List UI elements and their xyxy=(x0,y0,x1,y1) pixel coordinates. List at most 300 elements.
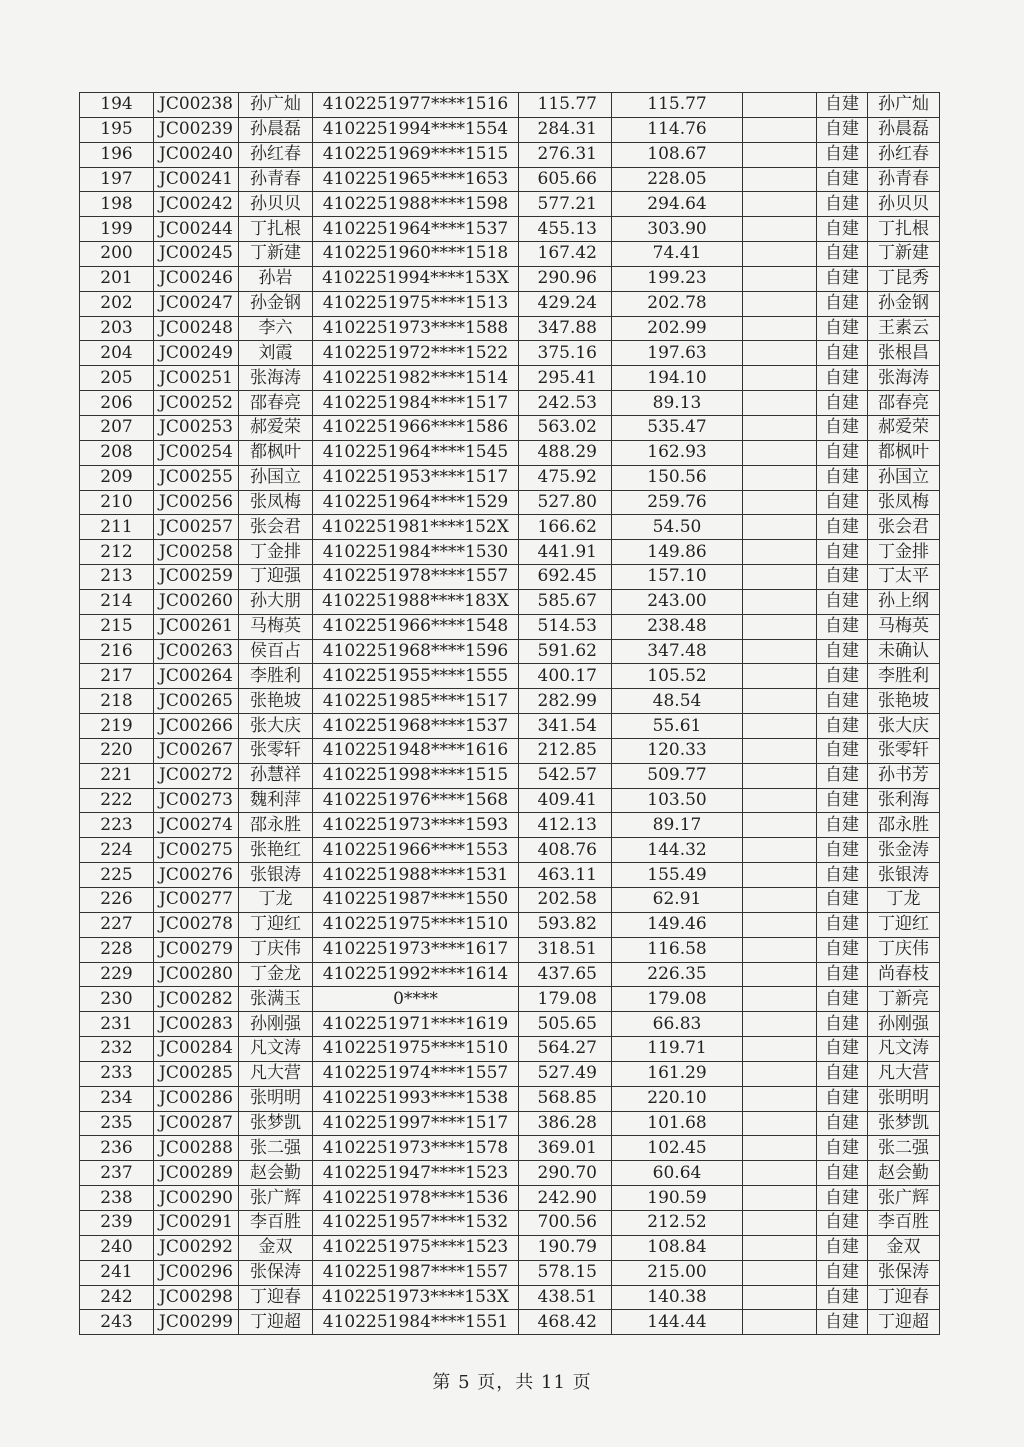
build-type-cell: 自建 xyxy=(817,1260,868,1285)
owner-name-cell: 邵春亮 xyxy=(239,391,313,416)
built-area-cell: 149.86 xyxy=(612,540,743,565)
build-type-cell: 自建 xyxy=(817,912,868,937)
id-number-cell: 4102251964****1545 xyxy=(313,440,519,465)
total-area-cell: 290.96 xyxy=(519,266,612,291)
row-number-cell: 226 xyxy=(80,888,154,913)
table-row xyxy=(80,93,940,118)
table-row xyxy=(80,813,940,838)
built-area-cell: 144.32 xyxy=(612,838,743,863)
built-area-cell: 220.10 xyxy=(612,1086,743,1111)
built-area-cell: 116.58 xyxy=(612,937,743,962)
total-area-cell: 692.45 xyxy=(519,565,612,590)
record-code-cell: JC00259 xyxy=(154,565,239,590)
holder-name-cell: 张广辉 xyxy=(868,1186,940,1211)
holder-name-cell: 孙金钢 xyxy=(868,291,940,316)
record-code-cell: JC00246 xyxy=(154,266,239,291)
id-number-cell: 4102251957****1532 xyxy=(313,1210,519,1235)
table-row xyxy=(80,565,940,590)
total-area-cell: 578.15 xyxy=(519,1260,612,1285)
row-number-cell: 216 xyxy=(80,639,154,664)
total-area-cell: 441.91 xyxy=(519,540,612,565)
table-row xyxy=(80,788,940,813)
built-area-cell: 190.59 xyxy=(612,1186,743,1211)
record-code-cell: JC00292 xyxy=(154,1235,239,1260)
record-code-cell: JC00288 xyxy=(154,1136,239,1161)
total-area-cell: 282.99 xyxy=(519,689,612,714)
row-number-cell: 241 xyxy=(80,1260,154,1285)
owner-name-cell: 张明明 xyxy=(239,1086,313,1111)
row-number-cell: 230 xyxy=(80,987,154,1012)
built-area-cell: 162.93 xyxy=(612,440,743,465)
build-type-cell: 自建 xyxy=(817,987,868,1012)
record-code-cell: JC00258 xyxy=(154,540,239,565)
holder-name-cell: 孙上纲 xyxy=(868,589,940,614)
holder-name-cell: 都枫叶 xyxy=(868,440,940,465)
id-number-cell: 4102251988****183X xyxy=(313,589,519,614)
owner-name-cell: 丁庆伟 xyxy=(239,937,313,962)
total-area-cell: 202.58 xyxy=(519,888,612,913)
blank-cell-cell xyxy=(743,1210,817,1235)
table-row xyxy=(80,763,940,788)
id-number-cell: 4102251974****1557 xyxy=(313,1061,519,1086)
owner-name-cell: 李六 xyxy=(239,316,313,341)
id-number-cell: 4102251965****1653 xyxy=(313,167,519,192)
build-type-cell: 自建 xyxy=(817,391,868,416)
row-number-cell: 196 xyxy=(80,142,154,167)
owner-name-cell: 张艳坡 xyxy=(239,689,313,714)
blank-cell-cell xyxy=(743,1061,817,1086)
id-number-cell: 4102251973****1593 xyxy=(313,813,519,838)
id-number-cell: 4102251985****1517 xyxy=(313,689,519,714)
id-number-cell: 4102251968****1537 xyxy=(313,714,519,739)
built-area-cell: 103.50 xyxy=(612,788,743,813)
record-code-cell: JC00289 xyxy=(154,1161,239,1186)
record-code-cell: JC00299 xyxy=(154,1310,239,1335)
build-type-cell: 自建 xyxy=(817,415,868,440)
owner-name-cell: 马梅英 xyxy=(239,614,313,639)
id-number-cell: 4102251960****1518 xyxy=(313,242,519,267)
owner-name-cell: 丁龙 xyxy=(239,888,313,913)
blank-cell-cell xyxy=(743,565,817,590)
table-row xyxy=(80,266,940,291)
owner-name-cell: 丁迎红 xyxy=(239,912,313,937)
holder-name-cell: 孙青春 xyxy=(868,167,940,192)
record-code-cell: JC00286 xyxy=(154,1086,239,1111)
id-number-cell: 4102251988****1598 xyxy=(313,192,519,217)
total-area-cell: 242.90 xyxy=(519,1186,612,1211)
total-area-cell: 400.17 xyxy=(519,664,612,689)
holder-name-cell: 赵会勤 xyxy=(868,1161,940,1186)
owner-name-cell: 张保涛 xyxy=(239,1260,313,1285)
id-number-cell: 4102251978****1557 xyxy=(313,565,519,590)
holder-name-cell: 郝爱荣 xyxy=(868,415,940,440)
built-area-cell: 157.10 xyxy=(612,565,743,590)
table-row xyxy=(80,142,940,167)
table-row xyxy=(80,341,940,366)
id-number-cell: 4102251953****1517 xyxy=(313,465,519,490)
built-area-cell: 150.56 xyxy=(612,465,743,490)
row-number-cell: 218 xyxy=(80,689,154,714)
row-number-cell: 214 xyxy=(80,589,154,614)
table-row xyxy=(80,664,940,689)
blank-cell-cell xyxy=(743,838,817,863)
record-code-cell: JC00247 xyxy=(154,291,239,316)
build-type-cell: 自建 xyxy=(817,1235,868,1260)
total-area-cell: 488.29 xyxy=(519,440,612,465)
owner-name-cell: 张零轩 xyxy=(239,738,313,763)
blank-cell-cell xyxy=(743,664,817,689)
build-type-cell: 自建 xyxy=(817,217,868,242)
holder-name-cell: 张大庆 xyxy=(868,714,940,739)
blank-cell-cell xyxy=(743,291,817,316)
blank-cell-cell xyxy=(743,192,817,217)
record-code-cell: JC00276 xyxy=(154,863,239,888)
build-type-cell: 自建 xyxy=(817,1186,868,1211)
total-area-cell: 463.11 xyxy=(519,863,612,888)
total-area-cell: 591.62 xyxy=(519,639,612,664)
record-code-cell: JC00251 xyxy=(154,366,239,391)
id-number-cell: 4102251966****1548 xyxy=(313,614,519,639)
table-row xyxy=(80,117,940,142)
owner-name-cell: 张大庆 xyxy=(239,714,313,739)
built-area-cell: 144.44 xyxy=(612,1310,743,1335)
row-number-cell: 242 xyxy=(80,1285,154,1310)
row-number-cell: 240 xyxy=(80,1235,154,1260)
blank-cell-cell xyxy=(743,987,817,1012)
blank-cell-cell xyxy=(743,689,817,714)
row-number-cell: 202 xyxy=(80,291,154,316)
row-number-cell: 209 xyxy=(80,465,154,490)
build-type-cell: 自建 xyxy=(817,1161,868,1186)
total-area-cell: 115.77 xyxy=(519,93,612,118)
record-code-cell: JC00267 xyxy=(154,738,239,763)
holder-name-cell: 张银涛 xyxy=(868,863,940,888)
owner-name-cell: 孙贝贝 xyxy=(239,192,313,217)
blank-cell-cell xyxy=(743,440,817,465)
table-row xyxy=(80,1061,940,1086)
row-number-cell: 235 xyxy=(80,1111,154,1136)
record-code-cell: JC00248 xyxy=(154,316,239,341)
row-number-cell: 215 xyxy=(80,614,154,639)
blank-cell-cell xyxy=(743,391,817,416)
owner-name-cell: 张满玉 xyxy=(239,987,313,1012)
owner-name-cell: 魏利萍 xyxy=(239,788,313,813)
build-type-cell: 自建 xyxy=(817,763,868,788)
row-number-cell: 200 xyxy=(80,242,154,267)
total-area-cell: 369.01 xyxy=(519,1136,612,1161)
id-number-cell: 4102251975****1513 xyxy=(313,291,519,316)
table-row xyxy=(80,515,940,540)
id-number-cell: 4102251988****1531 xyxy=(313,863,519,888)
record-code-cell: JC00253 xyxy=(154,415,239,440)
total-area-cell: 475.92 xyxy=(519,465,612,490)
total-area-cell: 700.56 xyxy=(519,1210,612,1235)
table-row xyxy=(80,987,940,1012)
id-number-cell: 4102251972****1522 xyxy=(313,341,519,366)
table-row xyxy=(80,1136,940,1161)
id-number-cell: 4102251984****1551 xyxy=(313,1310,519,1335)
owner-name-cell: 张银涛 xyxy=(239,863,313,888)
holder-name-cell: 孙广灿 xyxy=(868,93,940,118)
id-number-cell: 4102251987****1557 xyxy=(313,1260,519,1285)
owner-name-cell: 邵永胜 xyxy=(239,813,313,838)
blank-cell-cell xyxy=(743,589,817,614)
holder-name-cell: 丁新亮 xyxy=(868,987,940,1012)
holder-name-cell: 丁迎超 xyxy=(868,1310,940,1335)
id-number-cell: 4102251966****1553 xyxy=(313,838,519,863)
row-number-cell: 219 xyxy=(80,714,154,739)
table-row xyxy=(80,1186,940,1211)
table-row xyxy=(80,912,940,937)
holder-name-cell: 孙晨磊 xyxy=(868,117,940,142)
built-area-cell: 105.52 xyxy=(612,664,743,689)
total-area-cell: 438.51 xyxy=(519,1285,612,1310)
id-number-cell: 4102251984****1517 xyxy=(313,391,519,416)
total-area-cell: 295.41 xyxy=(519,366,612,391)
built-area-cell: 89.13 xyxy=(612,391,743,416)
build-type-cell: 自建 xyxy=(817,565,868,590)
row-number-cell: 195 xyxy=(80,117,154,142)
table-row xyxy=(80,714,940,739)
blank-cell-cell xyxy=(743,1136,817,1161)
table-row xyxy=(80,1260,940,1285)
build-type-cell: 自建 xyxy=(817,1285,868,1310)
total-area-cell: 347.88 xyxy=(519,316,612,341)
row-number-cell: 207 xyxy=(80,415,154,440)
blank-cell-cell xyxy=(743,788,817,813)
id-number-cell: 4102251992****1614 xyxy=(313,962,519,987)
built-area-cell: 238.48 xyxy=(612,614,743,639)
total-area-cell: 605.66 xyxy=(519,167,612,192)
total-area-cell: 276.31 xyxy=(519,142,612,167)
table-row xyxy=(80,291,940,316)
owner-name-cell: 赵会勤 xyxy=(239,1161,313,1186)
id-number-cell: 4102251977****1516 xyxy=(313,93,519,118)
build-type-cell: 自建 xyxy=(817,242,868,267)
build-type-cell: 自建 xyxy=(817,540,868,565)
owner-name-cell: 张艳红 xyxy=(239,838,313,863)
record-code-cell: JC00241 xyxy=(154,167,239,192)
holder-name-cell: 张凤梅 xyxy=(868,490,940,515)
id-number-cell: 4102251973****1578 xyxy=(313,1136,519,1161)
build-type-cell: 自建 xyxy=(817,1136,868,1161)
table-row xyxy=(80,589,940,614)
total-area-cell: 542.57 xyxy=(519,763,612,788)
row-number-cell: 197 xyxy=(80,167,154,192)
table-row xyxy=(80,1111,940,1136)
blank-cell-cell xyxy=(743,1086,817,1111)
build-type-cell: 自建 xyxy=(817,639,868,664)
record-code-cell: JC00242 xyxy=(154,192,239,217)
build-type-cell: 自建 xyxy=(817,316,868,341)
built-area-cell: 102.45 xyxy=(612,1136,743,1161)
record-code-cell: JC00278 xyxy=(154,912,239,937)
built-area-cell: 535.47 xyxy=(612,415,743,440)
record-code-cell: JC00238 xyxy=(154,93,239,118)
build-type-cell: 自建 xyxy=(817,142,868,167)
holder-name-cell: 孙红春 xyxy=(868,142,940,167)
holder-name-cell: 未确认 xyxy=(868,639,940,664)
owner-name-cell: 丁金龙 xyxy=(239,962,313,987)
built-area-cell: 202.99 xyxy=(612,316,743,341)
holder-name-cell: 张零轩 xyxy=(868,738,940,763)
total-area-cell: 468.42 xyxy=(519,1310,612,1335)
build-type-cell: 自建 xyxy=(817,490,868,515)
id-number-cell: 4102251975****1510 xyxy=(313,912,519,937)
owner-name-cell: 孙广灿 xyxy=(239,93,313,118)
holder-name-cell: 张海涛 xyxy=(868,366,940,391)
total-area-cell: 564.27 xyxy=(519,1037,612,1062)
blank-cell-cell xyxy=(743,1235,817,1260)
page-footer: 第 5 页，共 11 页 xyxy=(432,1372,592,1393)
blank-cell-cell xyxy=(743,515,817,540)
owner-name-cell: 丁新建 xyxy=(239,242,313,267)
table-row xyxy=(80,962,940,987)
record-code-cell: JC00255 xyxy=(154,465,239,490)
build-type-cell: 自建 xyxy=(817,266,868,291)
record-code-cell: JC00260 xyxy=(154,589,239,614)
table-row xyxy=(80,1285,940,1310)
build-type-cell: 自建 xyxy=(817,1210,868,1235)
build-type-cell: 自建 xyxy=(817,664,868,689)
id-number-cell: 4102251973****153X xyxy=(313,1285,519,1310)
id-number-cell: 4102251964****1537 xyxy=(313,217,519,242)
built-area-cell: 101.68 xyxy=(612,1111,743,1136)
table-row xyxy=(80,316,940,341)
build-type-cell: 自建 xyxy=(817,1037,868,1062)
id-number-cell: 4102251997****1517 xyxy=(313,1111,519,1136)
holder-name-cell: 孙书芳 xyxy=(868,763,940,788)
id-number-cell: 4102251948****1616 xyxy=(313,738,519,763)
record-code-cell: JC00290 xyxy=(154,1186,239,1211)
built-area-cell: 202.78 xyxy=(612,291,743,316)
blank-cell-cell xyxy=(743,863,817,888)
total-area-cell: 568.85 xyxy=(519,1086,612,1111)
record-code-cell: JC00272 xyxy=(154,763,239,788)
holder-name-cell: 丁太平 xyxy=(868,565,940,590)
built-area-cell: 179.08 xyxy=(612,987,743,1012)
total-area-cell: 593.82 xyxy=(519,912,612,937)
build-type-cell: 自建 xyxy=(817,440,868,465)
total-area-cell: 179.08 xyxy=(519,987,612,1012)
built-area-cell: 115.77 xyxy=(612,93,743,118)
blank-cell-cell xyxy=(743,266,817,291)
owner-name-cell: 孙慧祥 xyxy=(239,763,313,788)
total-area-cell: 375.16 xyxy=(519,341,612,366)
record-code-cell: JC00240 xyxy=(154,142,239,167)
blank-cell-cell xyxy=(743,540,817,565)
owner-name-cell: 金双 xyxy=(239,1235,313,1260)
row-number-cell: 225 xyxy=(80,863,154,888)
row-number-cell: 234 xyxy=(80,1086,154,1111)
built-area-cell: 161.29 xyxy=(612,1061,743,1086)
total-area-cell: 190.79 xyxy=(519,1235,612,1260)
holder-name-cell: 李百胜 xyxy=(868,1210,940,1235)
record-code-cell: JC00274 xyxy=(154,813,239,838)
owner-name-cell: 丁迎强 xyxy=(239,565,313,590)
row-number-cell: 223 xyxy=(80,813,154,838)
blank-cell-cell xyxy=(743,117,817,142)
table-row xyxy=(80,614,940,639)
total-area-cell: 212.85 xyxy=(519,738,612,763)
id-number-cell: 4102251969****1515 xyxy=(313,142,519,167)
row-number-cell: 233 xyxy=(80,1061,154,1086)
total-area-cell: 409.41 xyxy=(519,788,612,813)
built-area-cell: 60.64 xyxy=(612,1161,743,1186)
table-row xyxy=(80,192,940,217)
built-area-cell: 155.49 xyxy=(612,863,743,888)
blank-cell-cell xyxy=(743,316,817,341)
row-number-cell: 236 xyxy=(80,1136,154,1161)
record-code-cell: JC00298 xyxy=(154,1285,239,1310)
build-type-cell: 自建 xyxy=(817,93,868,118)
built-area-cell: 114.76 xyxy=(612,117,743,142)
blank-cell-cell xyxy=(743,1285,817,1310)
build-type-cell: 自建 xyxy=(817,714,868,739)
holder-name-cell: 邵永胜 xyxy=(868,813,940,838)
record-code-cell: JC00283 xyxy=(154,1012,239,1037)
record-code-cell: JC00257 xyxy=(154,515,239,540)
owner-name-cell: 张凤梅 xyxy=(239,490,313,515)
build-type-cell: 自建 xyxy=(817,117,868,142)
build-type-cell: 自建 xyxy=(817,589,868,614)
table-body xyxy=(80,93,940,1335)
total-area-cell: 242.53 xyxy=(519,391,612,416)
holder-name-cell: 尚春枝 xyxy=(868,962,940,987)
total-area-cell: 318.51 xyxy=(519,937,612,962)
id-number-cell: 4102251971****1619 xyxy=(313,1012,519,1037)
id-number-cell: 4102251975****1510 xyxy=(313,1037,519,1062)
blank-cell-cell xyxy=(743,1037,817,1062)
table-row xyxy=(80,1235,940,1260)
build-type-cell: 自建 xyxy=(817,614,868,639)
owner-name-cell: 孙青春 xyxy=(239,167,313,192)
id-number-cell: 4102251966****1586 xyxy=(313,415,519,440)
record-code-cell: JC00279 xyxy=(154,937,239,962)
blank-cell-cell xyxy=(743,217,817,242)
built-area-cell: 259.76 xyxy=(612,490,743,515)
build-type-cell: 自建 xyxy=(817,813,868,838)
table-row xyxy=(80,242,940,267)
built-area-cell: 48.54 xyxy=(612,689,743,714)
row-number-cell: 229 xyxy=(80,962,154,987)
built-area-cell: 140.38 xyxy=(612,1285,743,1310)
table-row xyxy=(80,490,940,515)
total-area-cell: 408.76 xyxy=(519,838,612,863)
row-number-cell: 243 xyxy=(80,1310,154,1335)
blank-cell-cell xyxy=(743,1310,817,1335)
total-area-cell: 563.02 xyxy=(519,415,612,440)
owner-name-cell: 张海涛 xyxy=(239,366,313,391)
built-area-cell: 62.91 xyxy=(612,888,743,913)
table-row xyxy=(80,391,940,416)
records-table xyxy=(79,92,940,1335)
build-type-cell: 自建 xyxy=(817,1061,868,1086)
table-row xyxy=(80,1310,940,1335)
holder-name-cell: 丁庆伟 xyxy=(868,937,940,962)
owner-name-cell: 张二强 xyxy=(239,1136,313,1161)
row-number-cell: 205 xyxy=(80,366,154,391)
holder-name-cell: 凡文涛 xyxy=(868,1037,940,1062)
total-area-cell: 386.28 xyxy=(519,1111,612,1136)
row-number-cell: 198 xyxy=(80,192,154,217)
owner-name-cell: 侯百占 xyxy=(239,639,313,664)
id-number-cell: 4102251973****1617 xyxy=(313,937,519,962)
table-row xyxy=(80,540,940,565)
built-area-cell: 149.46 xyxy=(612,912,743,937)
record-code-cell: JC00282 xyxy=(154,987,239,1012)
build-type-cell: 自建 xyxy=(817,1086,868,1111)
